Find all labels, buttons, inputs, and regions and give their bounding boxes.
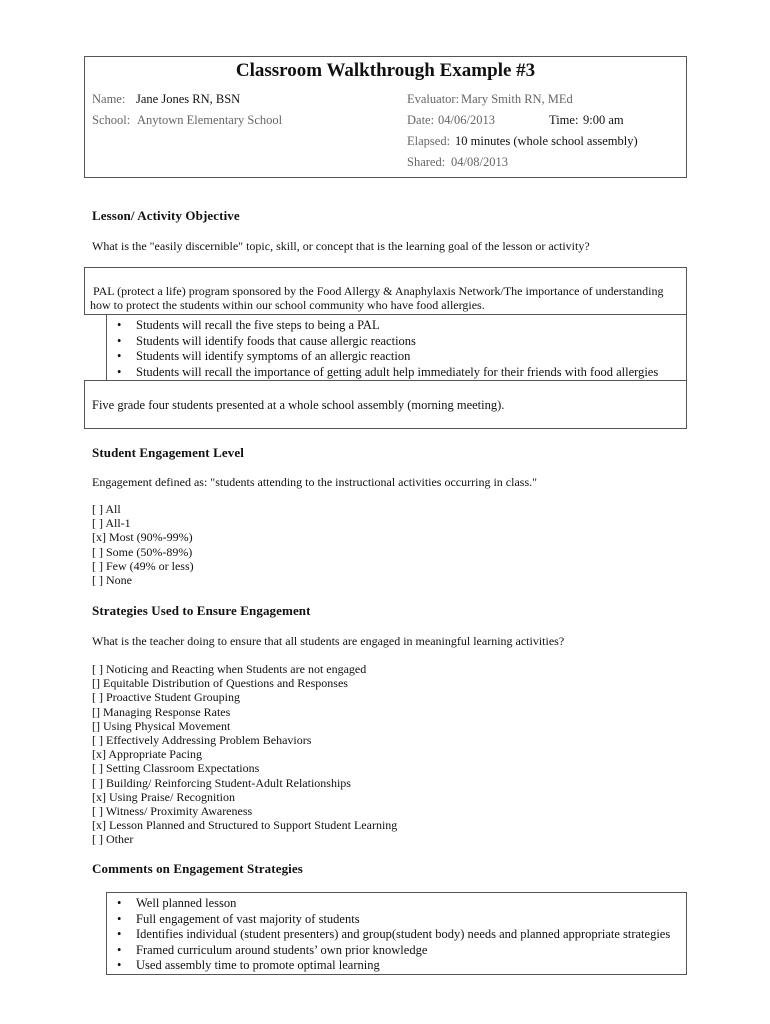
engagement-definition: Engagement defined as: "students attending to the instructional activities occurring in class." (92, 475, 538, 489)
strategy-option: [] Using Physical Movement (92, 718, 231, 733)
comments-bullet-list (106, 896, 670, 974)
date-value: 04/06/2013 (438, 113, 495, 127)
strategy-option: [x] Appropriate Pacing (92, 747, 202, 762)
time-value: 9:00 am (583, 113, 624, 127)
school-label: School: (92, 113, 131, 127)
objective-question: What is the "easily discernible" topic, skill, or concept that is the learning goal of the lesson or activity? (92, 239, 590, 253)
engagement-option: [ ] All (92, 502, 121, 516)
page-title: Classroom Walkthrough Example #3 (235, 60, 536, 81)
name-label: Name: (92, 92, 126, 106)
engagement-heading: Student Engagement Level (92, 445, 244, 460)
objective-bullet-list (106, 318, 658, 380)
engagement-option: [ ] Some (50%-89%) (92, 544, 193, 559)
date-label: Date: (407, 113, 435, 127)
list-item: • Full engagement of vast majority of students (106, 912, 670, 928)
strategy-option: [ ] Witness/ Proximity Awareness (92, 804, 253, 819)
objective-note: Five grade four students presented at a whole school assembly (morning meeting). (92, 398, 505, 412)
name-value: Jane Jones RN, BSN (136, 92, 241, 106)
engagement-option: [ ] None (92, 573, 132, 588)
elapsed-label: Elapsed: (407, 134, 451, 148)
list-item: • Students will identify symptoms of an allergic reaction (106, 349, 658, 365)
strategies-options (92, 662, 397, 847)
list-item: • Students will recall the five steps to being a PAL (106, 318, 658, 334)
strategies-heading: Strategies Used to Ensure Engagement (92, 603, 311, 618)
strategy-option: [ ] Building/ Reinforcing Student-Adult Relationships (92, 775, 351, 790)
list-item: • Identifies individual (student presenters) and group(student body) needs and planned appropriate strategies (106, 927, 670, 943)
list-item: • Framed curriculum around students’ own prior knowledge (106, 943, 670, 959)
evaluator-label: Evaluator: (407, 92, 460, 106)
objective-heading: Lesson/ Activity Objective (92, 208, 240, 223)
shared-value: 04/08/2013 (451, 155, 508, 169)
strategy-option: [ ] Proactive Student Grouping (92, 690, 240, 705)
list-item: • Students will recall the importance of getting adult help immediately for their friends with food allergies (106, 365, 658, 381)
strategies-question: What is the teacher doing to ensure that all students are engaged in meaningful learning activities? (92, 634, 565, 648)
elapsed-value: 10 minutes (whole school assembly) (455, 134, 638, 148)
strategy-option: [] Managing Response Rates (92, 704, 231, 719)
objective-pal-line1: PAL (protect a life) program sponsored by the Food Allergy & Anaphylaxis Network/The importance of understanding (93, 284, 664, 298)
engagement-option: [ ] All-1 (92, 516, 131, 531)
engagement-option: [x] Most (90%-99%) (92, 530, 193, 545)
strategy-option: [ ] Setting Classroom Expectations (92, 761, 260, 776)
engagement-option: [ ] Few (49% or less) (92, 558, 194, 573)
engagement-options (92, 502, 194, 587)
school-value: Anytown Elementary School (137, 113, 283, 127)
comments-heading: Comments on Engagement Strategies (92, 861, 303, 876)
strategy-option: [ ] Effectively Addressing Problem Behaviors (92, 733, 312, 748)
list-item: • Students will identify foods that cause allergic reactions (106, 334, 658, 350)
strategy-option: [x] Using Praise/ Recognition (92, 789, 235, 804)
evaluator-value: Mary Smith RN, MEd (461, 92, 573, 106)
strategy-option: [x] Lesson Planned and Structured to Support Student Learning (92, 818, 398, 833)
strategy-option: [ ] Other (92, 832, 134, 847)
time-label: Time: (549, 113, 579, 127)
list-item: • Used assembly time to promote optimal learning (106, 958, 670, 974)
list-item: • Well planned lesson (106, 896, 670, 912)
shared-label: Shared: (407, 155, 446, 169)
strategy-option: [] Equitable Distribution of Questions and Responses (92, 676, 348, 691)
objective-pal-line2: how to protect the students within our school community who have food allergies. (90, 298, 485, 312)
strategy-option: [ ] Noticing and Reacting when Students are not engaged (92, 662, 367, 676)
